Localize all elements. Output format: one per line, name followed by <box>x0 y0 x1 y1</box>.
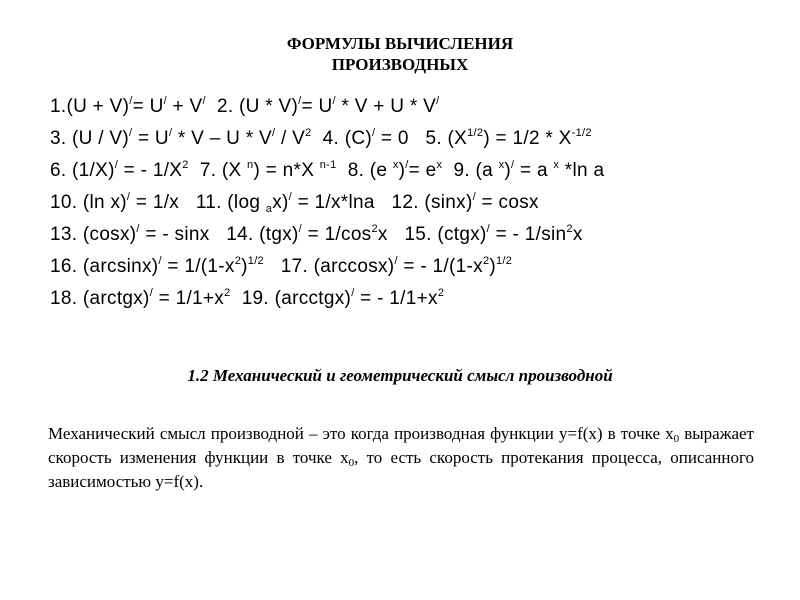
superscript: / <box>394 255 398 267</box>
text-segment: = U <box>132 128 169 149</box>
text-segment: 2. (U * V) <box>205 96 299 117</box>
superscript: 2 <box>234 255 242 267</box>
superscript: 1/2 <box>496 255 513 267</box>
page-title-line-2: ПРОИЗВОДНЫХ <box>331 55 469 74</box>
formula-row <box>50 127 604 159</box>
text-segment: / V <box>275 128 306 149</box>
superscript: / <box>298 223 303 235</box>
text-segment: ) <box>489 256 496 277</box>
superscript: 2 <box>482 255 490 267</box>
text-segment: = - sinx 14. (tgx) <box>139 224 299 245</box>
text-segment: = U <box>132 96 164 117</box>
superscript: / <box>298 95 302 107</box>
superscript: 2 <box>305 127 312 139</box>
text-segment: = U <box>301 96 333 117</box>
text-segment: 17. (arccosx) <box>263 256 395 277</box>
derivative-formulas-list <box>50 95 604 319</box>
superscript: n <box>247 159 254 171</box>
page-title-line-1: ФОРМУЛЫ ВЫЧИСЛЕНИЯ <box>286 34 514 53</box>
superscript: / <box>436 95 440 107</box>
superscript: / <box>351 287 355 299</box>
text-segment: 19. (arcctgx) <box>230 288 352 309</box>
superscript: / <box>332 95 336 107</box>
text-segment: 7. (X <box>188 160 248 181</box>
superscript: / <box>272 127 276 139</box>
text-segment: x 15. (ctgx) <box>377 224 487 245</box>
superscript: / <box>202 95 206 107</box>
superscript: 1/2 <box>247 255 264 267</box>
formula-row <box>50 287 604 319</box>
text-segment: 10. (ln x) <box>50 192 127 213</box>
text-segment: = 1/x 11. (log <box>130 192 266 213</box>
text-segment: ) = 1/2 * X <box>483 128 572 149</box>
text-segment: выражает скорость изменения функции в точке x <box>48 424 754 467</box>
text-segment: ) <box>504 160 512 181</box>
superscript: / <box>126 191 131 203</box>
text-segment: ) <box>241 256 248 277</box>
superscript: / <box>163 95 167 107</box>
superscript: n-1 <box>319 159 337 171</box>
text-segment: x <box>572 224 583 245</box>
text-segment: = cosx <box>475 192 539 213</box>
subscript: a <box>265 203 273 215</box>
text-segment: x) <box>272 192 289 213</box>
superscript: / <box>511 159 515 171</box>
text-segment: 13. (cosx) <box>50 224 137 245</box>
text-segment: = 1/(1-x <box>161 256 235 277</box>
text-segment: = 1/cos <box>302 224 372 245</box>
text-segment: , то есть скорость протекания процесса, описанного зависимостью y=f(x). <box>48 448 755 491</box>
text-segment: Механический смысл производной – это когда производная функции y=f(x) в точке x <box>48 424 674 443</box>
text-segment: = - 1/(1-x <box>397 256 483 277</box>
superscript: x <box>392 159 399 171</box>
superscript: x <box>553 159 560 171</box>
superscript: / <box>405 159 409 171</box>
mechanical-meaning-paragraph <box>48 422 754 494</box>
superscript: / <box>168 127 173 139</box>
text-segment: 1.(U + V) <box>50 96 130 117</box>
superscript: / <box>114 159 119 171</box>
section-heading: 1.2 Механический и геометрический смысл производной <box>187 366 613 385</box>
text-segment: 6. (1/X) <box>50 160 115 181</box>
text-segment: * V – U * V <box>172 128 273 149</box>
text-segment: * V + U * V <box>335 96 437 117</box>
formula-row <box>50 191 604 223</box>
text-segment: = 1/1+x <box>153 288 225 309</box>
subscript: 0 <box>673 433 680 445</box>
text-segment: 16. (arcsinx) <box>50 256 159 277</box>
superscript: 2 <box>182 159 189 171</box>
formula-row <box>50 223 604 255</box>
superscript: / <box>288 191 292 203</box>
text-segment: *ln a <box>559 160 605 181</box>
text-segment: 8. (e <box>336 160 393 181</box>
text-segment: = 0 5. (X <box>375 128 468 149</box>
superscript: / <box>129 95 133 107</box>
superscript: / <box>129 127 133 139</box>
text-segment: = - 1/sin <box>490 224 567 245</box>
superscript: / <box>472 191 476 203</box>
text-segment: ) <box>398 160 406 181</box>
text-segment: + V <box>166 96 203 117</box>
formula-row <box>50 255 604 287</box>
text-segment: = a <box>514 160 554 181</box>
superscript: x <box>498 159 505 171</box>
page-title <box>0 33 800 75</box>
text-segment: = - 1/1+x <box>354 288 438 309</box>
superscript: / <box>158 255 162 267</box>
subscript: 0 <box>348 457 355 469</box>
text-segment: = e <box>408 160 437 181</box>
text-segment: 9. (a <box>442 160 499 181</box>
text-segment: 4. (C) <box>311 128 372 149</box>
superscript: / <box>371 127 376 139</box>
text-segment: = 1/x*lna 12. (sinx) <box>291 192 473 213</box>
superscript: 2 <box>224 287 231 299</box>
text-segment: ) = n*X <box>253 160 320 181</box>
superscript: 2 <box>371 223 378 235</box>
superscript: / <box>486 223 490 235</box>
superscript: -1/2 <box>571 127 592 139</box>
text-segment: = - 1/X <box>118 160 183 181</box>
superscript: 1/2 <box>467 127 484 139</box>
superscript: / <box>136 223 140 235</box>
superscript: x <box>436 159 443 171</box>
text-segment: 18. (arctgx) <box>50 288 150 309</box>
formula-row <box>50 95 604 127</box>
superscript: / <box>149 287 154 299</box>
formula-row <box>50 159 604 191</box>
text-segment: 3. (U / V) <box>50 128 130 149</box>
superscript: 2 <box>566 223 573 235</box>
superscript: 2 <box>437 287 445 299</box>
